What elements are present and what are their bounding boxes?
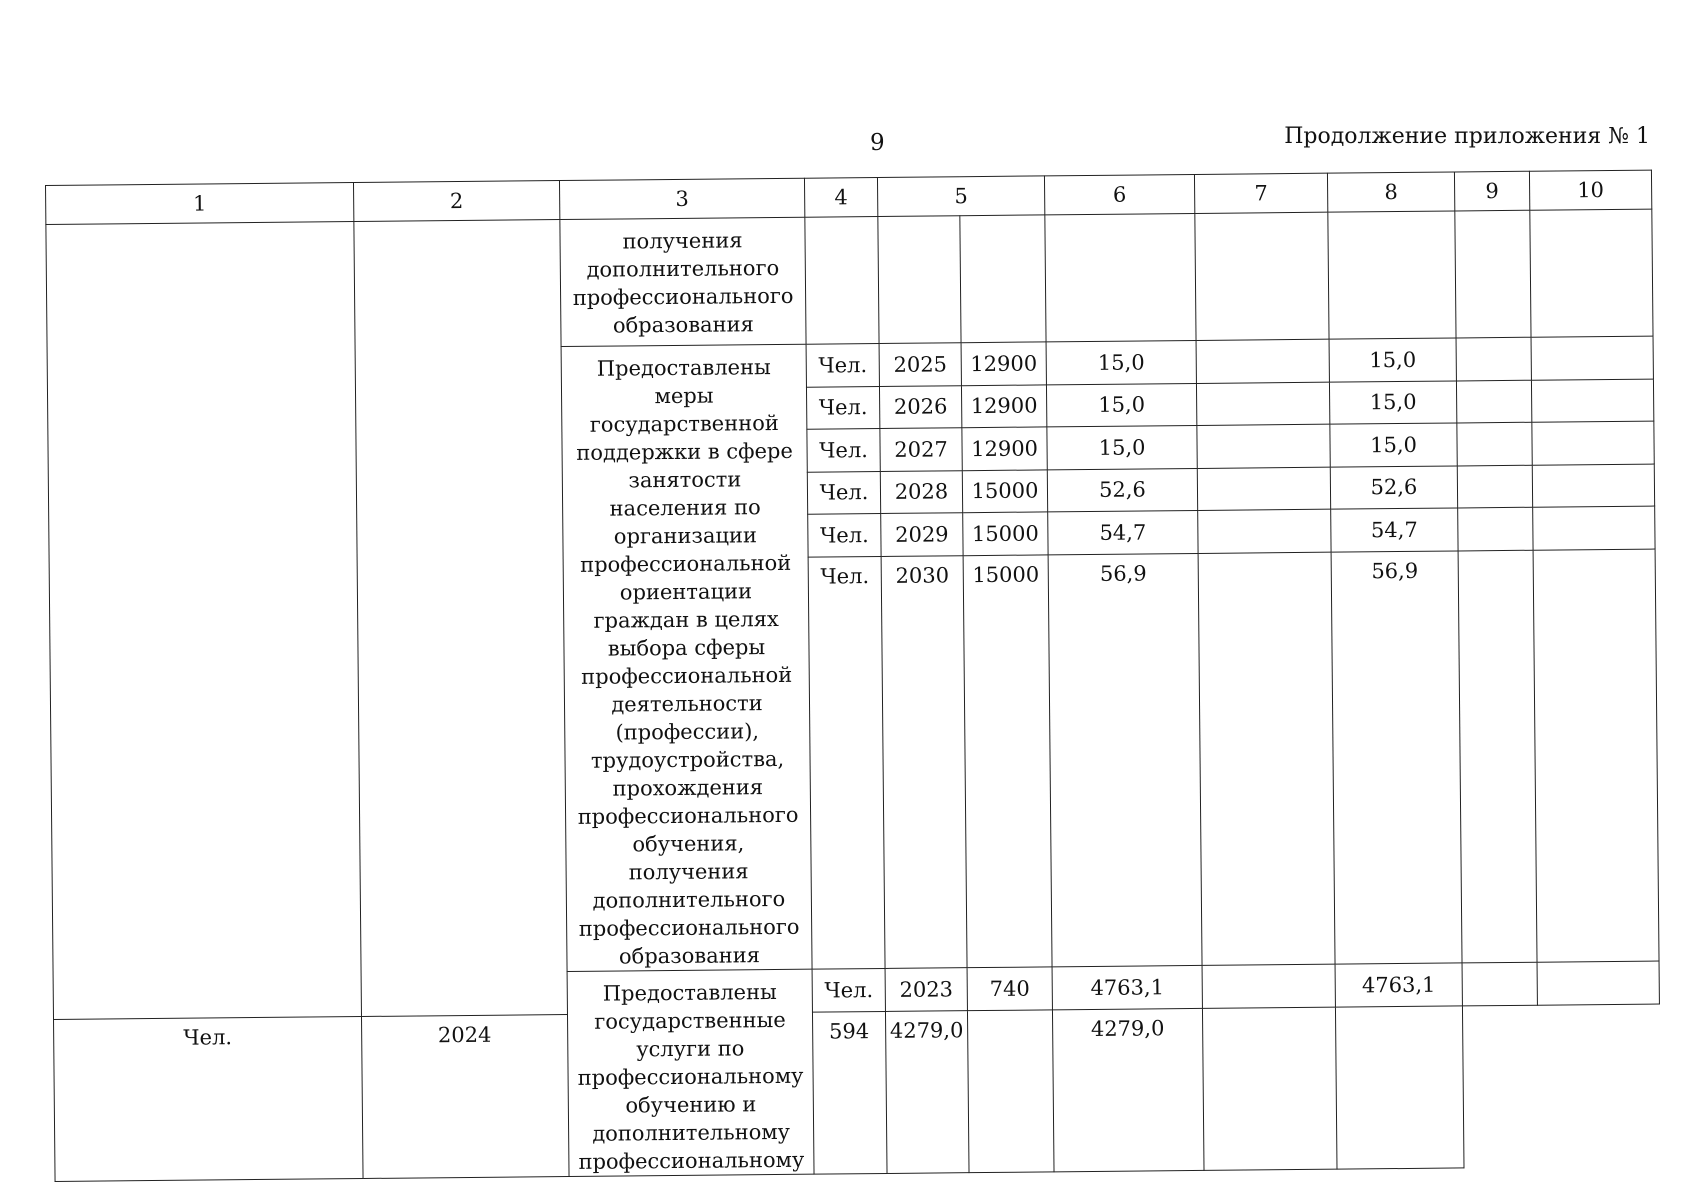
col6-cell: 4763,1 [1052, 965, 1202, 1009]
unit-cell: Чел. [806, 386, 879, 429]
empty-cell [960, 215, 1046, 343]
col8-cell: 52,6 [1330, 466, 1457, 510]
unit-cell: Чел. [54, 1016, 364, 1181]
col8-cell: 15,0 [1330, 423, 1457, 467]
col10-cell [1532, 464, 1654, 508]
continuation-title: Продолжение приложения № 1 [1284, 124, 1650, 149]
empty-cell [805, 217, 879, 345]
col7-cell [1197, 467, 1330, 511]
col-header-10: 10 [1529, 170, 1651, 210]
col6-cell: 15,0 [1046, 383, 1196, 427]
unit-cell: Чел. [807, 471, 880, 514]
col7-cell [1202, 964, 1335, 1008]
col9-cell [1456, 337, 1531, 380]
quantity-cell: 12900 [961, 384, 1046, 427]
col8-cell: 15,0 [1329, 338, 1456, 382]
quantity-cell: 15000 [963, 554, 1052, 967]
col9-cell [1456, 380, 1531, 423]
table-row [46, 209, 1653, 351]
col8-cell: 15,0 [1329, 380, 1456, 424]
col-header-3: 3 [559, 178, 804, 219]
col6-cell: 56,9 [1048, 553, 1202, 967]
col-header-4: 4 [804, 178, 877, 218]
unit-cell: Чел. [807, 429, 880, 472]
block2-description: Предоставлены меры государственной поддержки в сфере занятости населения по организации профессиональной ориентации граждан в целях выбора сферы профессиональной деятельности (профессии), трудоустройства, прохождения профессионального обучения, получения дополнительного профессионального образования [561, 344, 812, 971]
col10-cell [1335, 1006, 1464, 1170]
col6-cell: 15,0 [1046, 340, 1196, 384]
quantity-cell: 15000 [962, 469, 1047, 512]
quantity-cell: 740 [967, 967, 1052, 1011]
page-number: 9 [870, 130, 885, 156]
unit-cell: Чел. [806, 344, 879, 387]
col7-cell [967, 1010, 1054, 1173]
empty-cell [1328, 211, 1456, 339]
unit-cell: Чел. [812, 968, 885, 1011]
year-cell: 2023 [885, 968, 967, 1011]
col7-cell [1198, 552, 1335, 966]
col-header-7: 7 [1194, 173, 1327, 213]
table-row [54, 1004, 1661, 1182]
year-cell: 2026 [879, 385, 961, 428]
empty-cell [878, 216, 961, 344]
col8-cell: 4763,1 [1335, 963, 1462, 1007]
col9-cell [1457, 465, 1532, 508]
empty-cell [1195, 212, 1329, 340]
quantity-cell: 12900 [962, 427, 1047, 470]
col10-cell [1533, 506, 1655, 550]
col7-cell [1196, 382, 1329, 426]
unit-cell: Чел. [808, 514, 881, 557]
col-header-6: 6 [1044, 174, 1194, 214]
quantity-cell: 15000 [963, 512, 1048, 555]
year-cell: 2029 [881, 513, 963, 556]
unit-cell: Чел. [808, 556, 885, 969]
col9-cell [1462, 962, 1537, 1005]
col-header-1: 1 [46, 183, 354, 225]
col10-cell [1532, 421, 1654, 465]
col7-cell [1198, 509, 1331, 553]
col6-cell: 4279,0 [885, 1010, 969, 1173]
col-header-8: 8 [1327, 172, 1454, 212]
year-cell: 2027 [880, 428, 962, 471]
col7-cell [1197, 424, 1330, 468]
cell-col2 [354, 220, 568, 1017]
cell-col1 [46, 222, 362, 1020]
col9-cell [1458, 550, 1537, 963]
col6-cell: 15,0 [1047, 425, 1197, 469]
col7-cell [1196, 339, 1329, 383]
block1-description: получения дополнительного профессионального образования [560, 217, 806, 346]
col9-cell [1457, 422, 1532, 465]
col-header-5: 5 [877, 176, 1044, 217]
year-cell: 2030 [881, 555, 967, 968]
col8-cell: 4279,0 [1052, 1008, 1204, 1172]
block3-description: Предоставлены государственные услуги по профессиональному обучению и дополнительному профессиональному [567, 969, 814, 1176]
col-header-9: 9 [1454, 171, 1529, 211]
year-cell: 2028 [880, 470, 962, 513]
col9-cell [1202, 1007, 1337, 1171]
col9-cell [1458, 507, 1533, 550]
empty-cell [1045, 213, 1196, 341]
col-header-2: 2 [353, 181, 559, 222]
empty-cell [1530, 209, 1653, 337]
col8-cell: 56,9 [1331, 551, 1462, 965]
year-cell: 2025 [879, 343, 961, 386]
empty-cell [1455, 210, 1531, 338]
quantity-cell: 12900 [961, 342, 1046, 385]
col10-cell [1531, 379, 1653, 423]
appendix-table [45, 170, 1661, 1182]
col8-cell: 54,7 [1331, 508, 1458, 552]
quantity-cell: 594 [812, 1011, 887, 1174]
col10-cell [1533, 549, 1659, 963]
year-cell: 2024 [361, 1014, 569, 1178]
col6-cell: 52,6 [1047, 468, 1197, 512]
col6-cell: 54,7 [1048, 511, 1198, 555]
col10-cell [1531, 336, 1653, 380]
col10-cell [1537, 961, 1659, 1005]
